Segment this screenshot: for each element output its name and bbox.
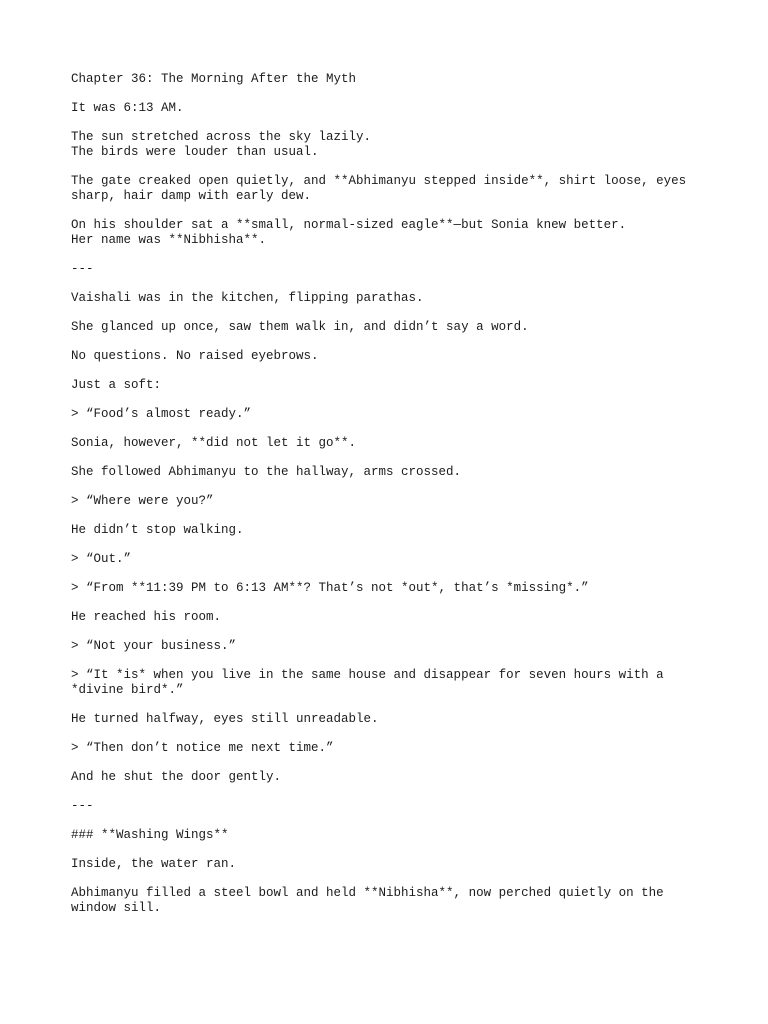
paragraph (71, 857, 711, 872)
paragraph (71, 741, 711, 756)
text-line: It was 6:13 AM. (71, 101, 184, 115)
paragraph (71, 523, 711, 538)
paragraph (71, 174, 711, 204)
text-line: > “Where were you?” (71, 494, 214, 508)
paragraph (71, 799, 711, 814)
text-line: The birds were louder than usual. (71, 145, 319, 159)
text-line: He didn’t stop walking. (71, 523, 244, 537)
text-line: sharp, hair damp with early dew. (71, 189, 312, 203)
text-line: > “Out.” (71, 552, 132, 566)
paragraph (71, 552, 711, 567)
text-line: On his shoulder sat a **small, normal-sized eagle**—but Sonia knew better. (71, 218, 627, 232)
text-line: window sill. (71, 901, 162, 915)
paragraph (71, 886, 711, 916)
paragraph (71, 130, 711, 160)
text-line: --- (71, 262, 94, 276)
paragraph (71, 218, 711, 248)
paragraph (71, 494, 711, 509)
text-line: Just a soft: (71, 378, 162, 392)
text-line: No questions. No raised eyebrows. (71, 349, 319, 363)
text-line: And he shut the door gently. (71, 770, 282, 784)
paragraph (71, 378, 711, 393)
paragraph (71, 610, 711, 625)
text-line: Sonia, however, **did not let it go**. (71, 436, 357, 450)
text-line: > “Not your business.” (71, 639, 237, 653)
text-line: The gate creaked open quietly, and **Abhimanyu stepped inside**, shirt loose, eyes (71, 174, 687, 188)
paragraph (71, 668, 711, 698)
paragraph (71, 770, 711, 785)
text-line: ### **Washing Wings** (71, 828, 229, 842)
text-line: The sun stretched across the sky lazily. (71, 130, 372, 144)
paragraph (71, 262, 711, 277)
text-line: > “From **11:39 PM to 6:13 AM**? That’s not *out*, that’s *missing*.” (71, 581, 589, 595)
paragraph (71, 828, 711, 843)
paragraph (71, 581, 711, 596)
text-line: Inside, the water ran. (71, 857, 237, 871)
paragraph (71, 712, 711, 727)
paragraph (71, 291, 711, 306)
text-line: He reached his room. (71, 610, 222, 624)
text-line: She glanced up once, saw them walk in, and didn’t say a word. (71, 320, 529, 334)
paragraph (71, 465, 711, 480)
text-line: She followed Abhimanyu to the hallway, arms crossed. (71, 465, 462, 479)
text-line: Abhimanyu filled a steel bowl and held **Nibhisha**, now perched quietly on the (71, 886, 664, 900)
document-body (71, 72, 711, 930)
paragraph (71, 72, 711, 87)
text-line: > “It *is* when you live in the same house and disappear for seven hours with a (71, 668, 664, 682)
paragraph (71, 320, 711, 335)
paragraph (71, 436, 711, 451)
text-line: Her name was **Nibhisha**. (71, 233, 267, 247)
text-line: He turned halfway, eyes still unreadable. (71, 712, 379, 726)
paragraph (71, 101, 711, 116)
text-line: --- (71, 799, 94, 813)
text-line: *divine bird*.” (71, 683, 184, 697)
text-line: Chapter 36: The Morning After the Myth (71, 72, 357, 86)
paragraph (71, 407, 711, 422)
paragraph (71, 639, 711, 654)
text-line: > “Food’s almost ready.” (71, 407, 252, 421)
paragraph (71, 349, 711, 364)
text-line: Vaishali was in the kitchen, flipping parathas. (71, 291, 424, 305)
text-line: > “Then don’t notice me next time.” (71, 741, 334, 755)
